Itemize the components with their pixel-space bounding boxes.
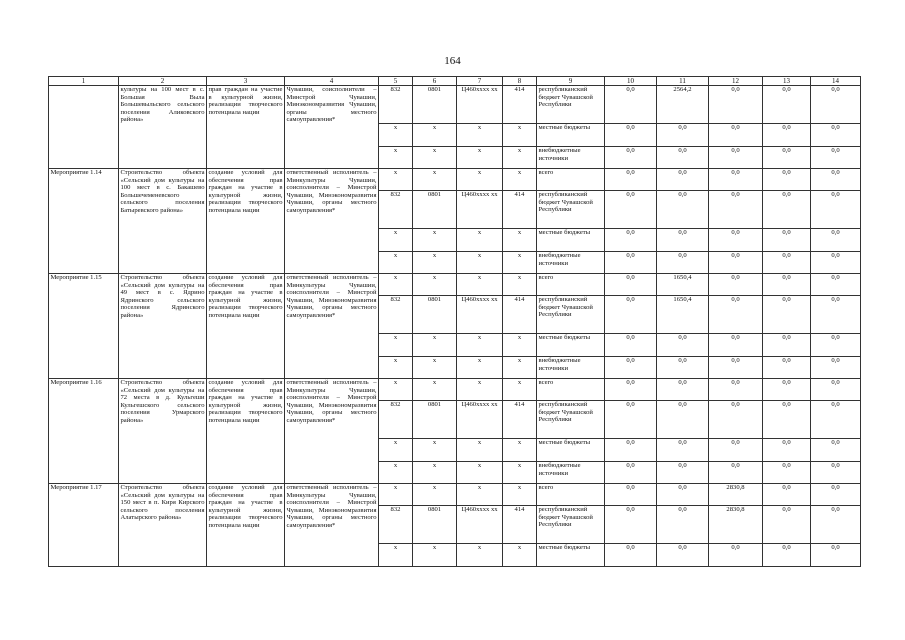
- amount-cell: 0,0: [709, 252, 763, 274]
- header-cell: 3: [207, 77, 285, 86]
- amount-cell: 0,0: [657, 439, 709, 462]
- object-cell: Строительство объекта «Сельский дом культуры на 72 места в д. Кульгеши Кульгешского сельского поселения Урмарского района»: [119, 379, 207, 484]
- amount-cell: 0,0: [763, 147, 811, 169]
- amount-cell: 1650,4: [657, 296, 709, 334]
- target-code-cell: Ц460xxxx xx: [457, 401, 503, 439]
- amount-cell: 0,0: [605, 191, 657, 229]
- section-code-cell: x: [413, 229, 457, 252]
- goal-cell: создание условий для обеспечения прав граждан на участие в культурной жизни, реализации творческого потенциала нации: [207, 379, 285, 484]
- amount-cell: 0,0: [657, 506, 709, 544]
- target-code-cell: Ц460xxxx xx: [457, 191, 503, 229]
- target-code-cell: Ц460xxxx xx: [457, 296, 503, 334]
- section-code-cell: 0801: [413, 401, 457, 439]
- target-code-cell: x: [457, 462, 503, 484]
- target-code-cell: x: [457, 124, 503, 147]
- expense-type-cell: x: [503, 252, 537, 274]
- amount-cell: 0,0: [811, 229, 861, 252]
- funding-source-cell: внебюджетные источники: [537, 147, 605, 169]
- target-code-cell: x: [457, 229, 503, 252]
- section-code-cell: x: [413, 274, 457, 296]
- funding-source-cell: внебюджетные источники: [537, 357, 605, 379]
- amount-cell: 0,0: [605, 147, 657, 169]
- expense-type-cell: x: [503, 462, 537, 484]
- amount-cell: 0,0: [605, 484, 657, 506]
- amount-cell: 0,0: [811, 334, 861, 357]
- funding-source-cell: республиканский бюджет Чувашской Республики: [537, 506, 605, 544]
- amount-cell: 0,0: [605, 506, 657, 544]
- object-cell: Строительство объекта «Сельский дом культуры на 100 мест в с. Бакашево Большечеменевского сельского поселения Батыревского района»: [119, 169, 207, 274]
- amount-cell: 0,0: [811, 86, 861, 124]
- funding-source-cell: республиканский бюджет Чувашской Республики: [537, 296, 605, 334]
- gov-code-cell: x: [379, 379, 413, 401]
- expense-type-cell: x: [503, 334, 537, 357]
- expense-type-cell: x: [503, 379, 537, 401]
- funding-source-cell: внебюджетные источники: [537, 252, 605, 274]
- header-cell: 10: [605, 77, 657, 86]
- expense-type-cell: 414: [503, 86, 537, 124]
- expense-type-cell: x: [503, 484, 537, 506]
- amount-cell: 0,0: [709, 462, 763, 484]
- amount-cell: 0,0: [657, 379, 709, 401]
- amount-cell: 0,0: [605, 357, 657, 379]
- amount-cell: 0,0: [605, 439, 657, 462]
- amount-cell: 0,0: [657, 334, 709, 357]
- expense-type-cell: 414: [503, 506, 537, 544]
- amount-cell: 0,0: [605, 379, 657, 401]
- funding-table: [48, 76, 861, 567]
- executor-cell: ответственный исполнитель – Минкультуры Чувашии, соисполнители – Минстрой Чувашии, Минэкономразвития Чувашии, органы местного самоуправления*: [285, 484, 379, 567]
- section-code-cell: x: [413, 334, 457, 357]
- header-cell: 2: [119, 77, 207, 86]
- amount-cell: 0,0: [763, 544, 811, 567]
- header-cell: 14: [811, 77, 861, 86]
- amount-cell: 0,0: [763, 462, 811, 484]
- section-code-cell: 0801: [413, 86, 457, 124]
- page-number: 164: [444, 55, 461, 67]
- header-cell: 12: [709, 77, 763, 86]
- funding-source-cell: местные бюджеты: [537, 439, 605, 462]
- gov-code-cell: 832: [379, 191, 413, 229]
- gov-code-cell: 832: [379, 296, 413, 334]
- target-code-cell: x: [457, 357, 503, 379]
- amount-cell: 0,0: [605, 334, 657, 357]
- header-cell: 8: [503, 77, 537, 86]
- funding-source-cell: республиканский бюджет Чувашской Республики: [537, 401, 605, 439]
- amount-cell: 0,0: [763, 439, 811, 462]
- object-cell: культуры на 100 мест в с. Большая Выла Большевыльского сельского поселения Аликовского района»: [119, 86, 207, 169]
- expense-type-cell: x: [503, 147, 537, 169]
- amount-cell: 0,0: [605, 462, 657, 484]
- amount-cell: 0,0: [709, 379, 763, 401]
- header-cell: 5: [379, 77, 413, 86]
- amount-cell: 0,0: [605, 274, 657, 296]
- table-row: [49, 274, 861, 296]
- amount-cell: 0,0: [657, 484, 709, 506]
- amount-cell: 0,0: [709, 191, 763, 229]
- amount-cell: 0,0: [763, 124, 811, 147]
- expense-type-cell: x: [503, 357, 537, 379]
- header-cell: 7: [457, 77, 503, 86]
- gov-code-cell: x: [379, 124, 413, 147]
- funding-source-cell: местные бюджеты: [537, 334, 605, 357]
- target-code-cell: x: [457, 439, 503, 462]
- table-row: [49, 169, 861, 191]
- amount-cell: 0,0: [763, 379, 811, 401]
- gov-code-cell: x: [379, 252, 413, 274]
- expense-type-cell: 414: [503, 191, 537, 229]
- gov-code-cell: x: [379, 544, 413, 567]
- amount-cell: 2564,2: [657, 86, 709, 124]
- gov-code-cell: x: [379, 439, 413, 462]
- section-code-cell: 0801: [413, 191, 457, 229]
- header-cell: 13: [763, 77, 811, 86]
- funding-source-cell: местные бюджеты: [537, 229, 605, 252]
- amount-cell: 0,0: [657, 357, 709, 379]
- amount-cell: 0,0: [763, 169, 811, 191]
- activity-cell: [49, 86, 119, 169]
- section-code-cell: x: [413, 124, 457, 147]
- gov-code-cell: x: [379, 147, 413, 169]
- activity-cell: Мероприятие 1.17: [49, 484, 119, 567]
- gov-code-cell: x: [379, 357, 413, 379]
- activity-cell: Мероприятие 1.14: [49, 169, 119, 274]
- amount-cell: 0,0: [709, 147, 763, 169]
- header-cell: 4: [285, 77, 379, 86]
- amount-cell: 0,0: [763, 296, 811, 334]
- amount-cell: 0,0: [605, 86, 657, 124]
- amount-cell: 0,0: [811, 169, 861, 191]
- activity-cell: Мероприятие 1.15: [49, 274, 119, 379]
- amount-cell: 0,0: [709, 401, 763, 439]
- section-code-cell: x: [413, 252, 457, 274]
- amount-cell: 0,0: [709, 274, 763, 296]
- amount-cell: 0,0: [709, 124, 763, 147]
- amount-cell: 2830,8: [709, 484, 763, 506]
- target-code-cell: x: [457, 334, 503, 357]
- gov-code-cell: 832: [379, 86, 413, 124]
- amount-cell: 0,0: [763, 357, 811, 379]
- gov-code-cell: x: [379, 274, 413, 296]
- target-code-cell: Ц460xxxx xx: [457, 506, 503, 544]
- amount-cell: 0,0: [657, 462, 709, 484]
- gov-code-cell: 832: [379, 401, 413, 439]
- amount-cell: 0,0: [605, 229, 657, 252]
- amount-cell: 0,0: [657, 401, 709, 439]
- object-cell: Строительство объекта «Сельский дом культуры на 49 мест в с. Ядрино Ядринского сельского поселения Ядринского района»: [119, 274, 207, 379]
- target-code-cell: x: [457, 484, 503, 506]
- gov-code-cell: x: [379, 462, 413, 484]
- funding-source-cell: всего: [537, 274, 605, 296]
- section-code-cell: x: [413, 357, 457, 379]
- activity-cell: Мероприятие 1.16: [49, 379, 119, 484]
- amount-cell: 0,0: [709, 334, 763, 357]
- amount-cell: 1650,4: [657, 274, 709, 296]
- amount-cell: 0,0: [605, 544, 657, 567]
- executor-cell: ответственный исполнитель – Минкультуры Чувашии, соисполнители – Минстрой Чувашии, Минэкономразвития Чувашии, органы местного самоуправления*: [285, 169, 379, 274]
- amount-cell: 0,0: [605, 296, 657, 334]
- executor-cell: ответственный исполнитель – Минкультуры Чувашии, соисполнители – Минстрой Чувашии, Минэкономразвития Чувашии, органы местного самоуправления*: [285, 379, 379, 484]
- amount-cell: 0,0: [709, 229, 763, 252]
- target-code-cell: x: [457, 544, 503, 567]
- amount-cell: 0,0: [763, 484, 811, 506]
- amount-cell: 0,0: [657, 191, 709, 229]
- amount-cell: 0,0: [709, 296, 763, 334]
- amount-cell: 0,0: [657, 252, 709, 274]
- funding-source-cell: местные бюджеты: [537, 124, 605, 147]
- target-code-cell: x: [457, 147, 503, 169]
- table-row: [49, 379, 861, 401]
- amount-cell: 0,0: [811, 544, 861, 567]
- expense-type-cell: 414: [503, 296, 537, 334]
- target-code-cell: x: [457, 379, 503, 401]
- amount-cell: 0,0: [605, 124, 657, 147]
- amount-cell: 0,0: [811, 439, 861, 462]
- gov-code-cell: x: [379, 229, 413, 252]
- gov-code-cell: x: [379, 334, 413, 357]
- amount-cell: 0,0: [763, 506, 811, 544]
- goal-cell: создание условий для обеспечения прав граждан на участие в культурной жизни, реализации творческого потенциала нации: [207, 484, 285, 567]
- amount-cell: 0,0: [811, 124, 861, 147]
- amount-cell: 0,0: [657, 169, 709, 191]
- section-code-cell: x: [413, 169, 457, 191]
- header-cell: 9: [537, 77, 605, 86]
- section-code-cell: x: [413, 147, 457, 169]
- amount-cell: 0,0: [763, 86, 811, 124]
- table-row: [49, 484, 861, 506]
- target-code-cell: x: [457, 274, 503, 296]
- goal-cell: прав граждан на участие в культурной жизни, реализации творческого потенциала нации: [207, 86, 285, 169]
- amount-cell: 0,0: [657, 229, 709, 252]
- funding-source-cell: республиканский бюджет Чувашской Республики: [537, 86, 605, 124]
- executor-cell: ответственный исполнитель – Минкультуры Чувашии, соисполнители – Минстрой Чувашии, Минэкономразвития Чувашии, органы местного самоуправления*: [285, 274, 379, 379]
- funding-source-cell: всего: [537, 169, 605, 191]
- amount-cell: 0,0: [763, 252, 811, 274]
- amount-cell: 0,0: [657, 147, 709, 169]
- header-cell: 6: [413, 77, 457, 86]
- funding-source-cell: местные бюджеты: [537, 544, 605, 567]
- section-code-cell: x: [413, 544, 457, 567]
- section-code-cell: x: [413, 439, 457, 462]
- section-code-cell: x: [413, 379, 457, 401]
- gov-code-cell: x: [379, 484, 413, 506]
- section-code-cell: 0801: [413, 506, 457, 544]
- expense-type-cell: x: [503, 439, 537, 462]
- section-code-cell: x: [413, 484, 457, 506]
- header-cell: 1: [49, 77, 119, 86]
- amount-cell: 0,0: [811, 506, 861, 544]
- expense-type-cell: x: [503, 544, 537, 567]
- target-code-cell: x: [457, 169, 503, 191]
- amount-cell: 0,0: [763, 274, 811, 296]
- executor-cell: Чувашии, соисполнители – Минстрой Чувашии, Минэкономразвития Чувашии, органы местного самоуправления*: [285, 86, 379, 169]
- amount-cell: 0,0: [811, 484, 861, 506]
- amount-cell: 0,0: [811, 191, 861, 229]
- gov-code-cell: x: [379, 169, 413, 191]
- expense-type-cell: x: [503, 124, 537, 147]
- table-body: [49, 77, 861, 567]
- amount-cell: 0,0: [811, 462, 861, 484]
- funding-source-cell: республиканский бюджет Чувашской Республики: [537, 191, 605, 229]
- target-code-cell: Ц460xxxx xx: [457, 86, 503, 124]
- amount-cell: 0,0: [811, 296, 861, 334]
- amount-cell: 0,0: [709, 169, 763, 191]
- amount-cell: 0,0: [811, 147, 861, 169]
- amount-cell: 0,0: [811, 274, 861, 296]
- goal-cell: создание условий для обеспечения прав граждан на участие в культурной жизни, реализации творческого потенциала нации: [207, 169, 285, 274]
- target-code-cell: x: [457, 252, 503, 274]
- section-code-cell: x: [413, 462, 457, 484]
- amount-cell: 0,0: [709, 544, 763, 567]
- table-row: [49, 86, 861, 124]
- expense-type-cell: x: [503, 169, 537, 191]
- amount-cell: 0,0: [763, 334, 811, 357]
- expense-type-cell: x: [503, 274, 537, 296]
- amount-cell: 0,0: [763, 229, 811, 252]
- amount-cell: 0,0: [811, 252, 861, 274]
- funding-source-cell: всего: [537, 379, 605, 401]
- funding-source-cell: внебюджетные источники: [537, 462, 605, 484]
- amount-cell: 0,0: [657, 544, 709, 567]
- gov-code-cell: 832: [379, 506, 413, 544]
- amount-cell: 0,0: [605, 401, 657, 439]
- amount-cell: 0,0: [811, 357, 861, 379]
- object-cell: Строительство объекта «Сельский дом культуры на 150 мест в п. Киря Кирского сельского поселения Алатырского района»: [119, 484, 207, 567]
- header-cell: 11: [657, 77, 709, 86]
- amount-cell: 0,0: [657, 124, 709, 147]
- amount-cell: 0,0: [605, 169, 657, 191]
- header-row: [49, 77, 861, 86]
- section-code-cell: 0801: [413, 296, 457, 334]
- amount-cell: 0,0: [709, 86, 763, 124]
- amount-cell: 0,0: [811, 379, 861, 401]
- expense-type-cell: 414: [503, 401, 537, 439]
- goal-cell: создание условий для обеспечения прав граждан на участие в культурной жизни, реализации творческого потенциала нации: [207, 274, 285, 379]
- amount-cell: 0,0: [709, 357, 763, 379]
- amount-cell: 0,0: [709, 439, 763, 462]
- expense-type-cell: x: [503, 229, 537, 252]
- amount-cell: 0,0: [763, 191, 811, 229]
- amount-cell: 0,0: [811, 401, 861, 439]
- amount-cell: 0,0: [763, 401, 811, 439]
- amount-cell: 2830,8: [709, 506, 763, 544]
- funding-source-cell: всего: [537, 484, 605, 506]
- amount-cell: 0,0: [605, 252, 657, 274]
